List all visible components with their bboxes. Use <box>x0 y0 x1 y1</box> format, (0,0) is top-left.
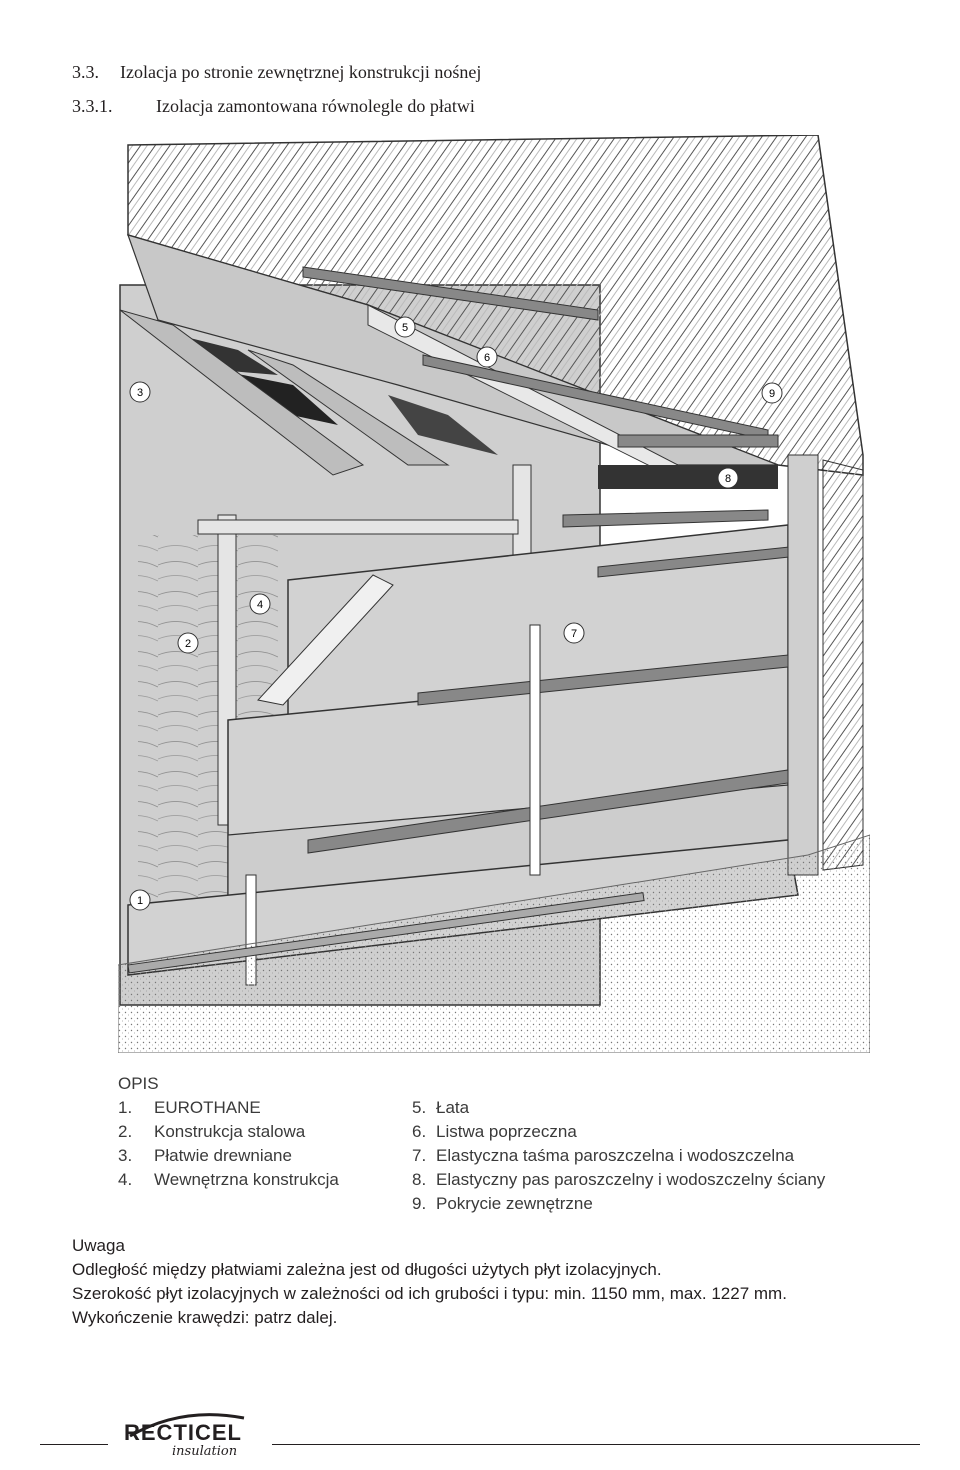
callout-2 <box>178 633 198 653</box>
legend-number: 6. <box>412 1122 427 1141</box>
legend-label: EUROTHANE <box>154 1098 261 1117</box>
legend-item <box>118 1144 339 1168</box>
legend-item <box>412 1192 825 1216</box>
section-title: Izolacja po stronie zewnętrznej konstrukcji nośnej <box>120 62 482 82</box>
legend-number: 8. <box>412 1170 427 1189</box>
callout-label: 5 <box>401 322 409 334</box>
callout-label: 6 <box>483 352 491 364</box>
batten <box>618 435 778 447</box>
legend-label: Łata <box>436 1098 470 1117</box>
legend-item <box>118 1168 339 1192</box>
legend-number: 4. <box>118 1170 133 1189</box>
legend-item <box>412 1120 825 1144</box>
logo-wordmark: RECTICEL <box>124 1420 242 1445</box>
callout-label: 3 <box>136 387 144 399</box>
corner-cladding <box>788 455 818 875</box>
callout-5 <box>395 317 415 337</box>
legend-item <box>412 1144 825 1168</box>
steel-beam <box>198 520 518 534</box>
callout-1 <box>130 890 150 910</box>
note-line: Szerokość płyt izolacyjnych w zależności od ich grubości i typu: min. 1150 mm, max. 1227 mm. <box>72 1284 787 1303</box>
legend-right-column <box>412 1096 825 1216</box>
legend-number: 9. <box>412 1194 427 1213</box>
tape-strip <box>530 625 540 875</box>
logo-tagline: insulation <box>172 1444 238 1459</box>
callout-label: 8 <box>724 473 732 485</box>
wall-strip-dark <box>598 465 778 489</box>
callout-8 <box>718 468 738 488</box>
note-title: Uwaga <box>72 1236 125 1255</box>
callout-9 <box>762 383 782 403</box>
callout-4 <box>250 594 270 614</box>
legend-label: Elastyczny pas paroszczelny i wodoszczelny ściany <box>436 1170 826 1189</box>
callout-label: 1 <box>136 895 144 907</box>
legend-label: Pokrycie zewnętrzne <box>436 1194 593 1213</box>
legend-left-column <box>118 1096 339 1192</box>
legend-number: 5. <box>412 1098 427 1117</box>
legend-label: Płatwie drewniane <box>154 1146 292 1165</box>
subsection-title: Izolacja zamontowana równolegle do płatwi <box>156 96 475 116</box>
legend-number: 2. <box>118 1122 133 1141</box>
section-heading <box>72 62 772 86</box>
subsection-number: 3.3.1. <box>72 96 113 116</box>
callout-3 <box>130 382 150 402</box>
footer-rule <box>272 1444 920 1445</box>
legend-number: 1. <box>118 1098 133 1117</box>
legend-number: 7. <box>412 1146 427 1165</box>
legend-item <box>118 1096 339 1120</box>
legend-title: OPIS <box>118 1074 159 1093</box>
section-number: 3.3. <box>72 62 99 82</box>
callout-label: 2 <box>184 638 192 650</box>
callout-label: 4 <box>256 599 264 611</box>
callout-7 <box>564 623 584 643</box>
recticel-logo <box>114 1412 254 1468</box>
subsection-heading <box>72 96 772 120</box>
note-line: Odległość między płatwiami zależna jest od długości użytych płyt izolacyjnych. <box>72 1260 662 1279</box>
callout-6 <box>477 347 497 367</box>
construction-drawing <box>118 135 870 1053</box>
legend-item <box>412 1168 825 1192</box>
legend-label: Listwa poprzeczna <box>436 1122 577 1141</box>
legend-label: Wewnętrzna konstrukcja <box>154 1170 339 1189</box>
footer-rule <box>40 1444 108 1445</box>
note-line: Wykończenie krawędzi: patrz dalej. <box>72 1308 338 1327</box>
corner-cladding <box>823 460 863 870</box>
callout-label: 7 <box>570 628 578 640</box>
legend-item <box>412 1096 825 1120</box>
callout-label: 9 <box>768 388 776 400</box>
legend-number: 3. <box>118 1146 133 1165</box>
legend-label: Konstrukcja stalowa <box>154 1122 306 1141</box>
legend-item <box>118 1120 339 1144</box>
legend-label: Elastyczna taśma paroszczelna i wodoszczelna <box>436 1146 795 1165</box>
